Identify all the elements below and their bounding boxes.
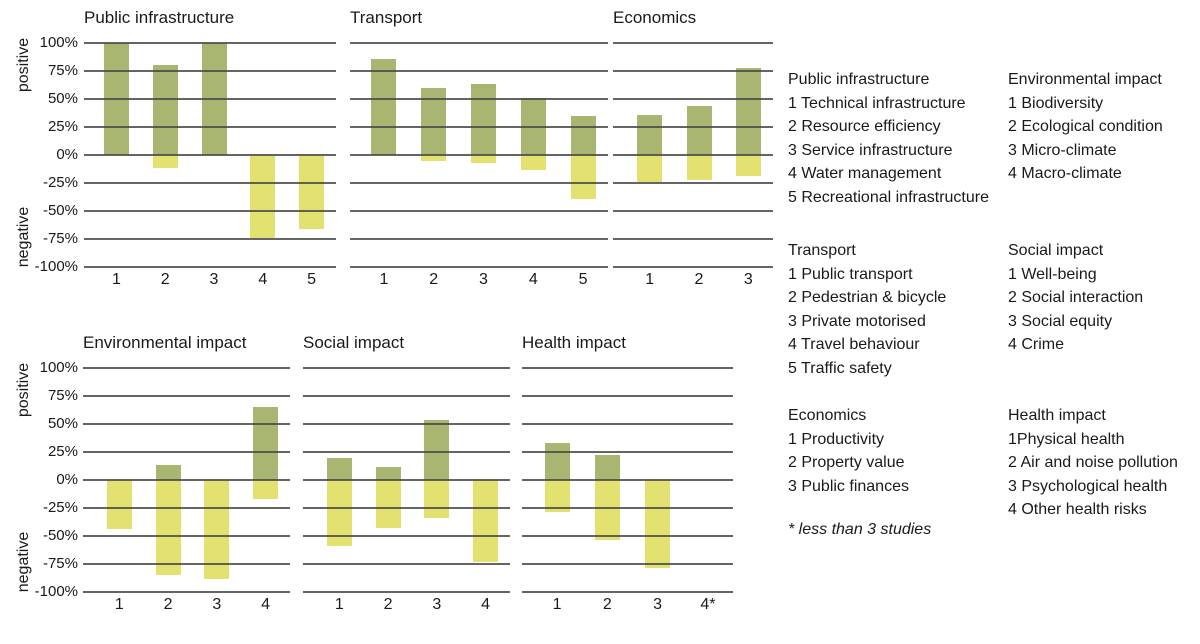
bar-negative-3	[736, 155, 761, 176]
bar-negative-2	[153, 155, 178, 168]
legend-health-impact	[1008, 404, 1178, 522]
legend-item: 4 Macro-climate	[1008, 165, 1122, 182]
bar-positive-2	[153, 65, 178, 155]
gridline	[350, 238, 608, 240]
y-tick-label: 0%	[56, 471, 78, 488]
gridline	[522, 535, 733, 537]
gridline	[84, 70, 336, 72]
plot-area	[613, 43, 773, 288]
gridline	[83, 395, 290, 397]
positive-axis-label: positive	[15, 362, 32, 418]
legend-item: 2 Pedestrian & bicycle	[788, 289, 947, 306]
x-category-label: 2	[163, 596, 173, 613]
bar-negative-2	[421, 155, 446, 161]
bar-negative-3	[645, 480, 670, 568]
gridline	[613, 42, 773, 44]
legend-group-title: Health impact	[1008, 407, 1106, 424]
y-axis-row-1	[0, 34, 78, 275]
legend-item: 1 Biodiversity	[1008, 94, 1104, 112]
legend-items	[788, 92, 989, 210]
bar-negative-4	[521, 155, 546, 170]
x-category-label: 1	[334, 596, 344, 613]
plot-area	[84, 43, 336, 288]
legend-item: 2 Social interaction	[1008, 289, 1144, 306]
gridline	[522, 507, 733, 509]
legend-item: 1 Technical infrastructure	[788, 94, 966, 112]
legend-item: 3 Social equity	[1008, 312, 1113, 330]
legend-items	[1008, 92, 1163, 186]
legend-item: 3 Psychological health	[1008, 477, 1168, 495]
bar-negative-3	[424, 480, 449, 518]
gridline	[83, 479, 290, 481]
bar-positive-2	[376, 467, 401, 480]
y-tick-label: 100%	[39, 359, 78, 376]
gridline	[83, 367, 290, 369]
gridline	[613, 70, 773, 72]
y-axis-row-2	[0, 359, 78, 600]
gridline	[613, 266, 773, 268]
negative-axis-label: negative	[15, 531, 32, 593]
panel-title: Public infrastructure	[84, 8, 235, 27]
legend-social-impact	[1008, 239, 1143, 357]
legend-item: 5 Recreational infrastructure	[788, 188, 989, 206]
y-tick-label: 25%	[47, 118, 78, 135]
x-category-label: 4	[261, 596, 271, 613]
bar-negative-1	[637, 155, 662, 182]
gridline	[303, 451, 510, 453]
y-tick-label: 50%	[47, 415, 78, 432]
x-category-label: 5	[307, 271, 317, 288]
gridline	[83, 591, 290, 593]
plot-area	[303, 368, 510, 613]
bar-negative-2	[376, 480, 401, 528]
panel-title: Health impact	[522, 333, 626, 352]
y-tick-label: -50%	[42, 202, 78, 219]
gridline	[303, 395, 510, 397]
gridline	[83, 423, 290, 425]
legend-item: 4 Other health risks	[1008, 501, 1147, 518]
bar-positive-2	[595, 455, 620, 480]
legend-item: 3 Micro-climate	[1008, 141, 1117, 159]
legend-environmental-impact	[1008, 68, 1163, 186]
gridline	[303, 423, 510, 425]
y-tick-label: -100%	[34, 258, 78, 275]
gridline	[303, 479, 510, 481]
gridline	[84, 238, 336, 240]
legend-items	[1008, 263, 1143, 357]
x-category-label: 3	[209, 271, 219, 288]
legend-items	[788, 263, 946, 381]
bar-positive-4	[253, 407, 278, 480]
x-category-label: 2	[160, 271, 170, 288]
bar-positive-1	[327, 458, 352, 480]
y-tick-label: 100%	[39, 34, 78, 51]
gridline	[84, 42, 336, 44]
bar-positive-2	[156, 465, 181, 480]
gridline	[350, 98, 608, 100]
legend-item: 2 Resource efficiency	[788, 118, 941, 135]
legend-group-title: Transport	[788, 242, 856, 259]
y-tick-label: 0%	[56, 146, 78, 163]
bar-negative-3	[471, 155, 496, 163]
gridline	[303, 507, 510, 509]
gridline	[522, 591, 733, 593]
gridline	[84, 266, 336, 268]
y-tick-label: -75%	[42, 555, 78, 572]
plot-area	[522, 368, 733, 613]
legend-item: 3 Public finances	[788, 477, 909, 495]
x-category-label: 2	[602, 596, 612, 613]
gridline	[350, 70, 608, 72]
positive-axis-label: positive	[15, 37, 32, 93]
x-category-label: 3	[653, 596, 663, 613]
legend-item: 1 Well-being	[1008, 265, 1097, 283]
x-category-label: 3	[432, 596, 442, 613]
x-category-label: 1	[552, 596, 562, 613]
gridline	[350, 266, 608, 268]
x-category-label: 1	[114, 596, 124, 613]
bar-negative-2	[156, 480, 181, 575]
bar-positive-2	[687, 106, 712, 155]
x-category-label: 4	[481, 596, 491, 613]
bar-positive-1	[545, 443, 570, 480]
x-category-label: 1	[379, 271, 389, 288]
bar-negative-5	[571, 155, 596, 199]
y-tick-label: -25%	[42, 499, 78, 516]
gridline	[613, 126, 773, 128]
gridline	[350, 154, 608, 156]
gridline	[522, 563, 733, 565]
plot-area	[83, 368, 290, 613]
y-tick-label: -50%	[42, 527, 78, 544]
bar-negative-1	[107, 480, 132, 529]
gridline	[83, 563, 290, 565]
legend-item: 2 Air and noise pollution	[1008, 454, 1178, 471]
bar-negative-2	[687, 155, 712, 180]
x-category-label: 2	[694, 271, 704, 288]
gridline	[613, 154, 773, 156]
legend-item: 2 Ecological condition	[1008, 118, 1163, 135]
panel-title: Economics	[613, 8, 697, 27]
bar-positive-1	[637, 115, 662, 155]
gridline	[84, 182, 336, 184]
y-tick-label: 50%	[47, 90, 78, 107]
y-tick-label: -25%	[42, 174, 78, 191]
panel-public-infrastructure	[84, 8, 336, 288]
footnote: * less than 3 studies	[788, 521, 932, 538]
panel-title: Transport	[350, 8, 423, 27]
gridline	[522, 423, 733, 425]
legend-group-title: Social impact	[1008, 242, 1104, 259]
bar-positive-5	[571, 116, 596, 155]
y-tick-label: -100%	[34, 583, 78, 600]
bar-negative-4	[250, 155, 275, 238]
bar-positive-3	[736, 68, 761, 155]
legend-item: 4 Crime	[1008, 336, 1065, 353]
x-category-label: 2	[383, 596, 393, 613]
legend-item: 3 Service infrastructure	[788, 141, 953, 159]
x-category-label: 3	[479, 271, 488, 288]
gridline	[303, 535, 510, 537]
legend-group-title: Environmental impact	[1008, 71, 1162, 88]
gridline	[350, 182, 608, 184]
x-category-label: 1	[111, 271, 121, 288]
bar-negative-4	[473, 480, 498, 562]
bar-negative-4	[253, 480, 278, 499]
panel-transport	[350, 8, 608, 288]
legend-item: 5 Traffic safety	[788, 359, 892, 377]
gridline	[613, 98, 773, 100]
gridline	[522, 451, 733, 453]
legend-item: 1Physical health	[1008, 430, 1125, 448]
legend-items	[1008, 428, 1178, 522]
legend-group-title: Economics	[788, 407, 867, 424]
y-tick-label: -75%	[42, 230, 78, 247]
bar-negative-2	[595, 480, 620, 540]
gridline	[83, 507, 290, 509]
gridline	[84, 154, 336, 156]
legend-items	[788, 428, 909, 499]
negative-axis-label: negative	[15, 206, 32, 268]
panel-environmental-impact	[83, 333, 290, 613]
gridline	[303, 367, 510, 369]
x-category-label: 3	[743, 271, 753, 288]
bar-positive-1	[371, 59, 396, 155]
gridline	[613, 210, 773, 212]
gridline	[350, 210, 608, 212]
gridline	[613, 238, 773, 240]
legend-transport	[788, 239, 946, 380]
x-category-label: 5	[578, 271, 588, 288]
gridline	[350, 126, 608, 128]
bar-negative-5	[299, 155, 324, 229]
y-tick-label: 25%	[47, 443, 78, 460]
legend-item: 1 Productivity	[788, 430, 885, 448]
gridline	[613, 182, 773, 184]
legend-item: 1 Public transport	[788, 265, 913, 283]
legend-public-infrastructure	[788, 68, 989, 209]
gridline	[350, 42, 608, 44]
x-category-label: 3	[212, 596, 222, 613]
gridline	[522, 367, 733, 369]
gridline	[84, 210, 336, 212]
gridline	[83, 451, 290, 453]
gridline	[522, 395, 733, 397]
plot-area	[350, 43, 608, 288]
bar-positive-3	[424, 420, 449, 480]
panel-title: Social impact	[303, 333, 405, 352]
x-category-label: 2	[429, 271, 439, 288]
legend-item: 3 Private motorised	[788, 312, 926, 330]
panel-economics	[613, 8, 773, 288]
panel-social-impact	[303, 333, 510, 613]
gridline	[84, 98, 336, 100]
legend-item: 4 Travel behaviour	[788, 336, 920, 353]
gridline	[84, 126, 336, 128]
gridline	[303, 563, 510, 565]
panel-health-impact	[522, 333, 733, 613]
legend-group-title: Public infrastructure	[788, 71, 930, 88]
x-category-label: 1	[645, 271, 655, 288]
legend-item: 4 Water management	[788, 165, 942, 182]
x-category-label: 4	[258, 271, 268, 288]
x-category-label: 4	[528, 271, 538, 288]
x-category-label: 4*	[700, 596, 716, 613]
legend-economics	[788, 404, 909, 498]
gridline	[83, 535, 290, 537]
gridline	[522, 479, 733, 481]
y-tick-label: 75%	[47, 62, 78, 79]
legend-item: 2 Property value	[788, 454, 905, 471]
panel-title: Environmental impact	[83, 333, 247, 352]
bar-positive-3	[471, 84, 496, 155]
gridline	[303, 591, 510, 593]
y-tick-label: 75%	[47, 387, 78, 404]
